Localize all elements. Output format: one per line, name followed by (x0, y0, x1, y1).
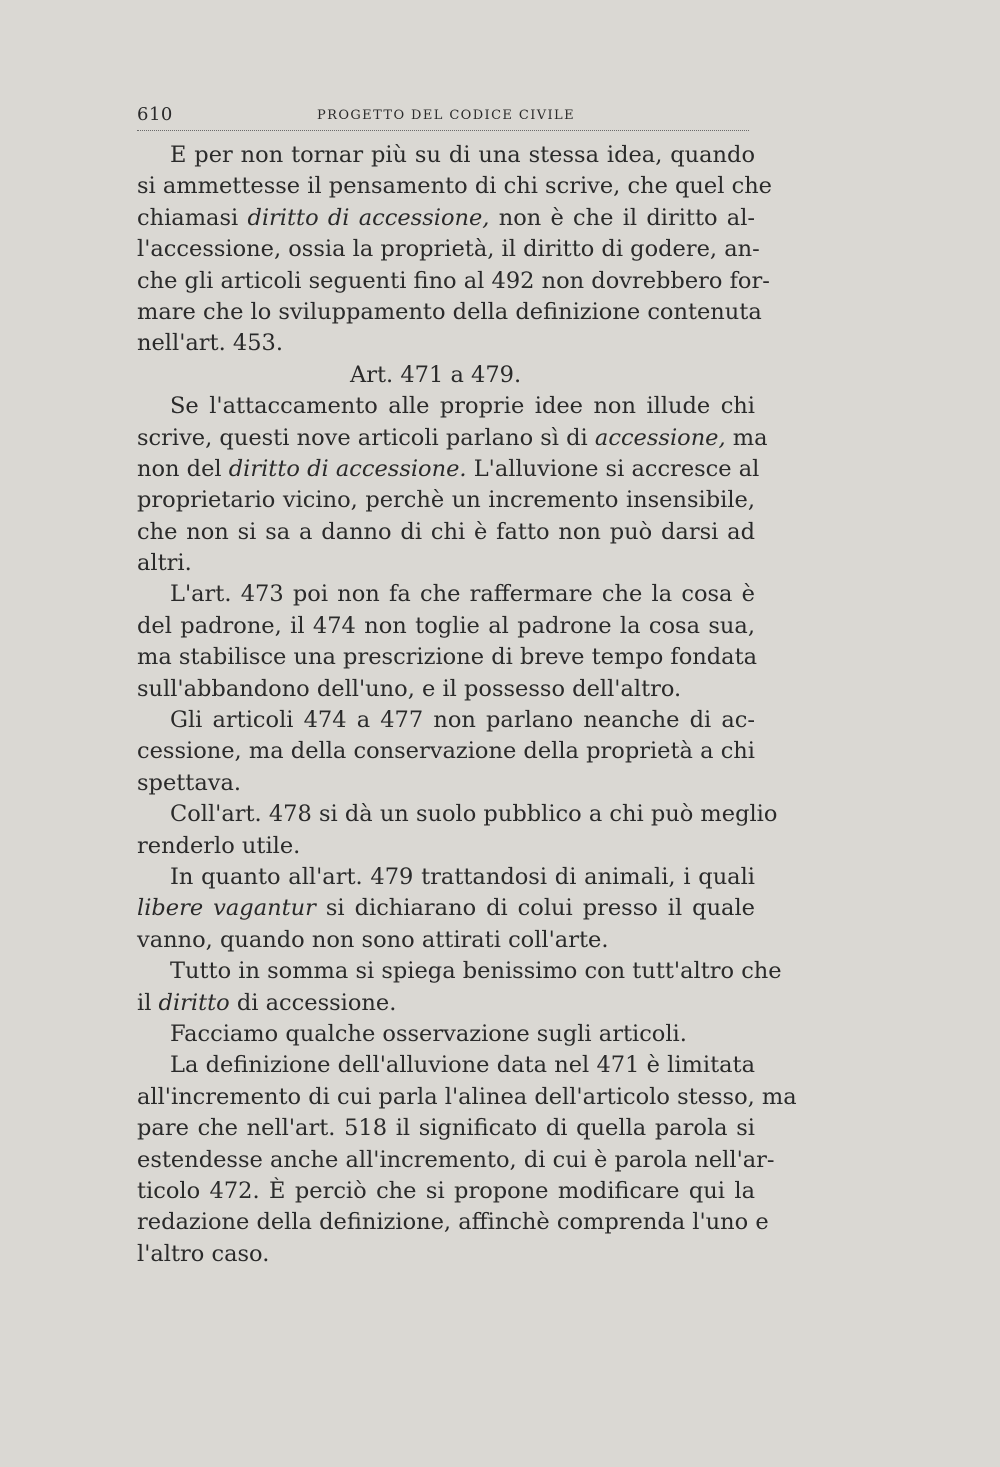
italic-term: accessione, (594, 424, 726, 451)
text-line (137, 203, 755, 234)
text-line: proprietario vicino, perchè un incremento insensibile, (137, 487, 755, 514)
text-line (137, 454, 760, 485)
running-title: PROGETTO DEL CODICE CIVILE (317, 108, 575, 123)
text-line (137, 893, 755, 924)
text-line: ma stabilisce una prescrizione di breve tempo fondata (137, 644, 758, 671)
italic-term: libere vagantur (137, 895, 316, 922)
text-line: La definizione dell'alluvione data nel 471 è limitata (170, 1052, 755, 1079)
text-line: che non si sa a danno di chi è fatto non può darsi ad (137, 518, 755, 545)
text-run: il (137, 989, 159, 1016)
text-line: altri. (137, 550, 192, 577)
text-line: estendesse anche all'incremento, di cui è parola nell'ar- (137, 1146, 775, 1173)
text-run: si dichiarano di colui presso il quale (315, 895, 755, 922)
text-line: Gli articoli 474 a 477 non parlano neanche di ac- (170, 707, 755, 734)
text-line: Coll'art. 478 si dà un suolo pubblico a chi può meglio (170, 801, 778, 828)
text-line: ticolo 472. È perciò che si propone modificare qui la (137, 1177, 755, 1204)
text-line: L'art. 473 poi non fa che raffermare che la cosa è (170, 581, 755, 608)
text-line: l'altro caso. (137, 1240, 270, 1267)
text-line: Se l'attaccamento alle proprie idee non illude chi (170, 393, 755, 420)
text-run: non è che il diritto al- (489, 204, 756, 231)
italic-term: diritto di accessione, (247, 204, 490, 231)
text-run: scrive, questi nove articoli parlano sì di (137, 424, 595, 451)
text-line: Tutto in somma si spiega benissimo con tutt'altro che (170, 958, 782, 985)
text-line: che gli articoli seguenti fino al 492 non dovrebbero for- (137, 267, 770, 294)
text-run: non del (137, 455, 229, 482)
text-line: nell'art. 453. (137, 330, 283, 357)
text-line: si ammettesse il pensamento di chi scrive, che quel che (137, 173, 772, 200)
page-header (137, 100, 749, 131)
text-line: redazione della definizione, affinchè comprenda l'uno e (137, 1209, 769, 1236)
body-text (137, 140, 797, 1270)
italic-term: diritto (158, 989, 230, 1016)
text-line: pare che nell'art. 518 il significato di quella parola si (137, 1115, 755, 1142)
text-run: chiamasi (137, 204, 248, 231)
text-line (137, 423, 768, 454)
text-run: di accessione. (229, 989, 397, 1016)
text-line: del padrone, il 474 non toglie al padrone la cosa sua, (137, 612, 755, 639)
text-line: E per non tornar più su di una stessa idea, quando (170, 142, 755, 168)
text-line: In quanto all'art. 479 trattandosi di animali, i quali (170, 863, 755, 890)
page-number: 610 (137, 104, 173, 125)
text-line (137, 988, 755, 1019)
text-line: renderlo utile. (137, 832, 301, 859)
text-line: Facciamo qualche osservazione sugli articoli. (170, 1020, 687, 1047)
text-line: vanno, quando non sono attirati coll'arte. (137, 926, 609, 953)
italic-term: diritto di accessione. (228, 455, 467, 482)
section-heading: Art. 471 a 479. (350, 361, 522, 388)
text-line: sull'abbandono dell'uno, e il possesso dell'altro. (137, 675, 682, 702)
text-line: all'incremento di cui parla l'alinea dell'articolo stesso, ma (137, 1083, 797, 1110)
text-run: ma (725, 424, 768, 451)
text-line: mare che lo sviluppamento della definizione contenuta (137, 298, 762, 325)
text-line: spettava. (137, 769, 242, 796)
text-run: L'alluvione si accresce al (466, 455, 760, 482)
text-line: cessione, ma della conservazione della proprietà a chi (137, 738, 755, 765)
text-line: l'accessione, ossia la proprietà, il diritto di godere, an- (137, 236, 760, 263)
